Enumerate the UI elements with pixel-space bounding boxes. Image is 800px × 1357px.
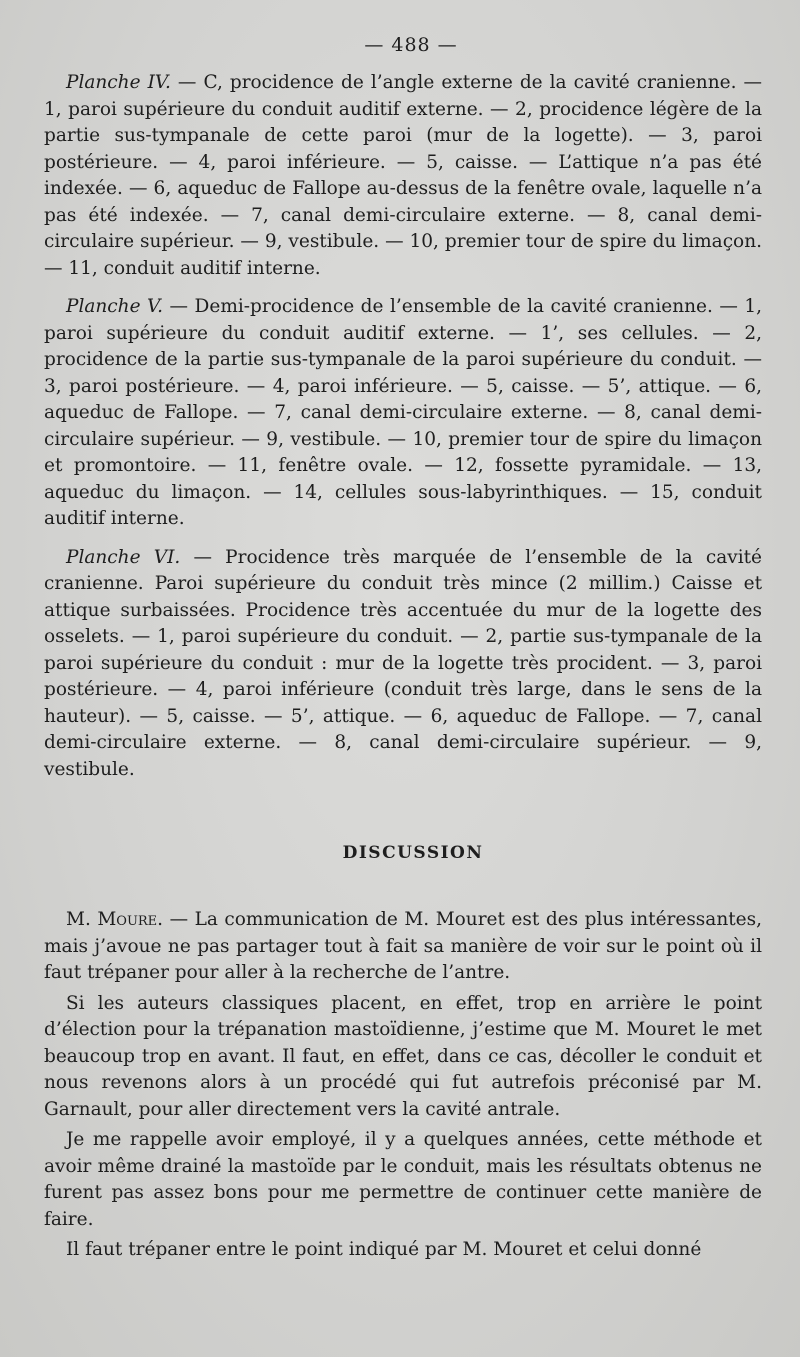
speaker-name: M. Moure. — [66, 909, 164, 930]
plate-v-label: Planche V. — [66, 296, 164, 317]
plate-iv-caption — [44, 70, 762, 282]
plate-v-text: — Demi-procidence de l’ensemble de la cavité cranienne. — 1, paroi supérieure du conduit auditif externe. — 1’, ses cellules. — 2, procidence de la partie sus-tympanale de la paroi supérieure du conduit. — 3, paroi postérieure. — 4, paroi inférieure. — 5, caisse. — 5’, attique. — 6, aqueduc de Fallope. — 7, canal demi-circulaire externe. — 8, canal demi-circulaire supérieur. — 9, vestibule. — 10, premier tour de spire du limaçon et promontoire. — 11, fenêtre ovale. — 12, fossette pyramidale. — 13, aqueduc du limaçon. — 14, cellules sous-labyrinthiques. — 15, conduit auditif interne. — [44, 296, 762, 529]
plate-vi-caption — [44, 545, 762, 784]
discussion-heading: DISCUSSION — [342, 843, 484, 863]
plate-vi-label: Planche VI. — [66, 546, 181, 568]
discussion-paragraph-2: Si les auteurs classiques placent, en effet, trop en arrière le point d’élection pour la trépanation mastoïdienne, j’estime que M. Mouret le met beaucoup trop en avant. Il faut, en effet, dans ce cas, décoller le conduit et nous revenons alors à un procédé qui fut autrefois préconisé par M. Garnault, pour aller directement vers la cavité antrale. — [44, 992, 762, 1120]
plate-iv-label: Planche IV. — [66, 72, 171, 93]
discussion-paragraph-1 — [44, 907, 762, 987]
plate-iv-text: — C, procidence de l’angle externe de la cavité cranienne. — 1, paroi supérieure du conduit auditif externe. — 2, procidence légère de la partie sus-tympanale de cette paroi (mur de la logette). — 3, paroi postérieure. — 4, paroi inférieure. — 5, caisse. — L’attique n’a pas été indexée. — 6, aqueduc de Fallope au-dessus de la fenêtre ovale, laquelle n’a pas été indexée. — 7, canal demi-circulaire externe. — 8, canal demi-circulaire supérieur. — 9, vestibule. — 10, premier tour de spire du limaçon. — 11, conduit auditif interne. — [44, 72, 762, 279]
discussion-paragraph-1-text: — La communication de M. Mouret est des plus intéressantes, mais j’avoue ne pas partager tout à fait sa manière de voir sur le point où il faut trépaner pour aller à la recherche de l’antre. — [44, 909, 763, 983]
plate-vi-text: — Procidence très marquée de l’ensemble de la cavité cranienne. Paroi supérieure du conduit très mince (2 millim.) Caisse et attique surbaissées. Procidence très accentuée du mur de la logette des osselets. — 1, paroi supérieure du conduit. — 2, partie sus-tympanale de la paroi supérieure du conduit : mur de la logette très procident. — 3, paroi postérieure. — 4, paroi inférieure (conduit très large, dans le sens de la hauteur). — 5, caisse. — 5’, attique. — 6, aqueduc de Fallope. — 7, canal demi-circulaire externe. — 8, canal demi-circulaire supérieur. — 9, vestibule. — [44, 546, 762, 780]
discussion-section — [44, 907, 762, 1264]
page-number: — 488 — — [364, 34, 458, 56]
discussion-paragraph-3: Je me rappelle avoir employé, il y a quelques années, cette méthode et avoir même drainé la mastoïde par le conduit, mais les résultats obtenus ne furent pas assez bons pour me permettre de continuer cette manière de faire. — [44, 1129, 762, 1230]
plate-v-caption — [44, 294, 762, 533]
discussion-paragraph-4: Il faut trépaner entre le point indiqué par M. Mouret et celui donné — [66, 1239, 702, 1260]
